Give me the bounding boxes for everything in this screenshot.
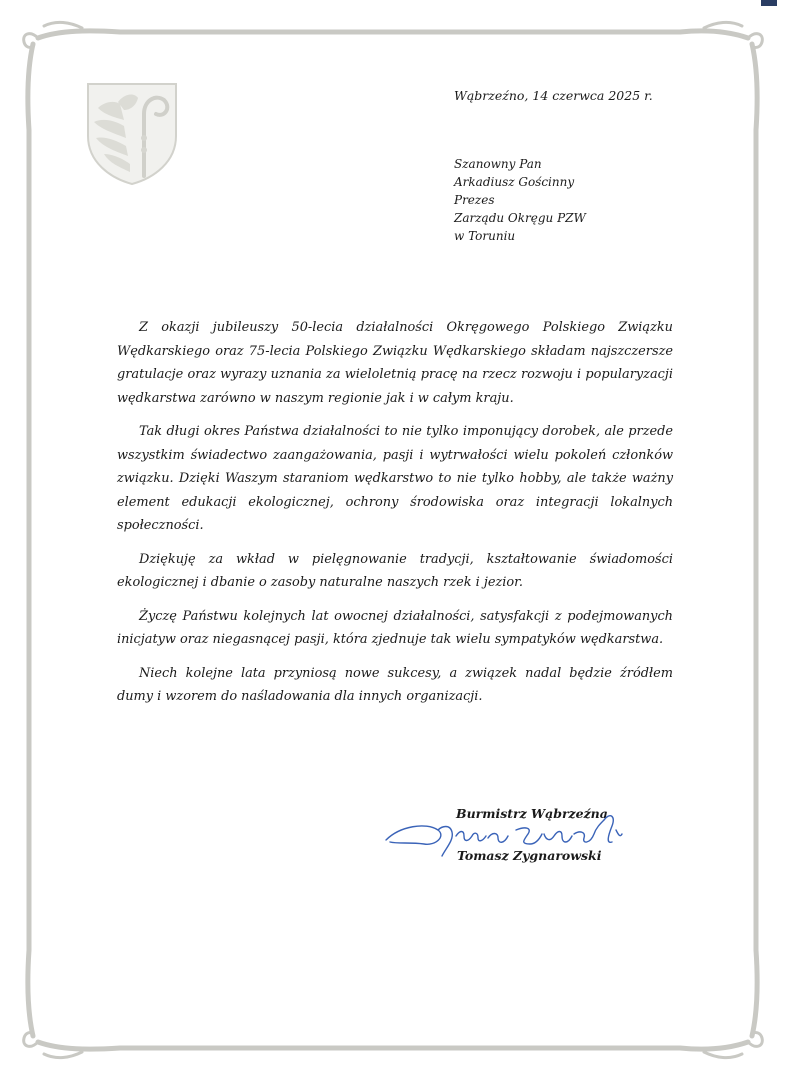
recipient-name: Arkadiusz Gościnny [454,175,575,189]
place-date: Wąbrzeźno, 14 czerwca 2025 r. [454,88,653,103]
signatory-title: Burmistrz Wąbrzeźna [456,806,608,821]
corner-mark [761,0,777,6]
recipient-address [454,155,586,245]
body-paragraph: Tak długi okres Państwa działalności to nie tylko imponujący dorobek, ale przede wszystkim świadectwo zaangażowania, pasji i wytrwałości wielu pokoleń członków związku. Dzięki Waszym staraniom wędkarstwo to nie tylko hobby, ale także ważny element edukacji ekologicznej, ochrony środowiska oraz integracji lokalnych społeczności. [117,424,673,533]
recipient-salutation: Szanowny Pan [454,157,542,171]
body-paragraph: Niech kolejne lata przyniosą nowe sukcesy, a związek nadal będzie źródłem dumy i wzorem do naśladowania dla innych organizacji. [117,665,673,704]
coat-of-arms-icon [84,80,180,186]
body-paragraph: Dziękuję za wkład w pielęgnowanie tradycji, kształtowanie świadomości ekologicznej i dbanie o zasoby naturalne naszych rzek i jezior. [117,551,673,590]
letter-body [117,316,673,719]
recipient-position: Prezes [454,193,495,207]
body-paragraph: Życzę Państwu kolejnych lat owocnej działalności, satysfakcji z podejmowanych inicjatyw oraz niegasnącej pasji, która zjednuje tak wielu sympatyków wędkarstwa. [117,608,673,647]
recipient-organization: Zarządu Okręgu PZW [454,211,586,225]
signatory-name: Tomasz Zygnarowski [457,848,602,863]
recipient-city: w Toruniu [454,229,516,243]
body-paragraph: Z okazji jubileuszy 50-lecia działalności Okręgowego Polskiego Związku Wędkarskiego oraz 75-lecia Polskiego Związku Wędkarskiego składam najszczersze gratulacje oraz wyrazy uznania za wieloletnią pracę na rzecz rozwoju i popularyzacji wędkarstwa zarówno w naszym regionie jak i w całym kraju. [117,320,673,406]
